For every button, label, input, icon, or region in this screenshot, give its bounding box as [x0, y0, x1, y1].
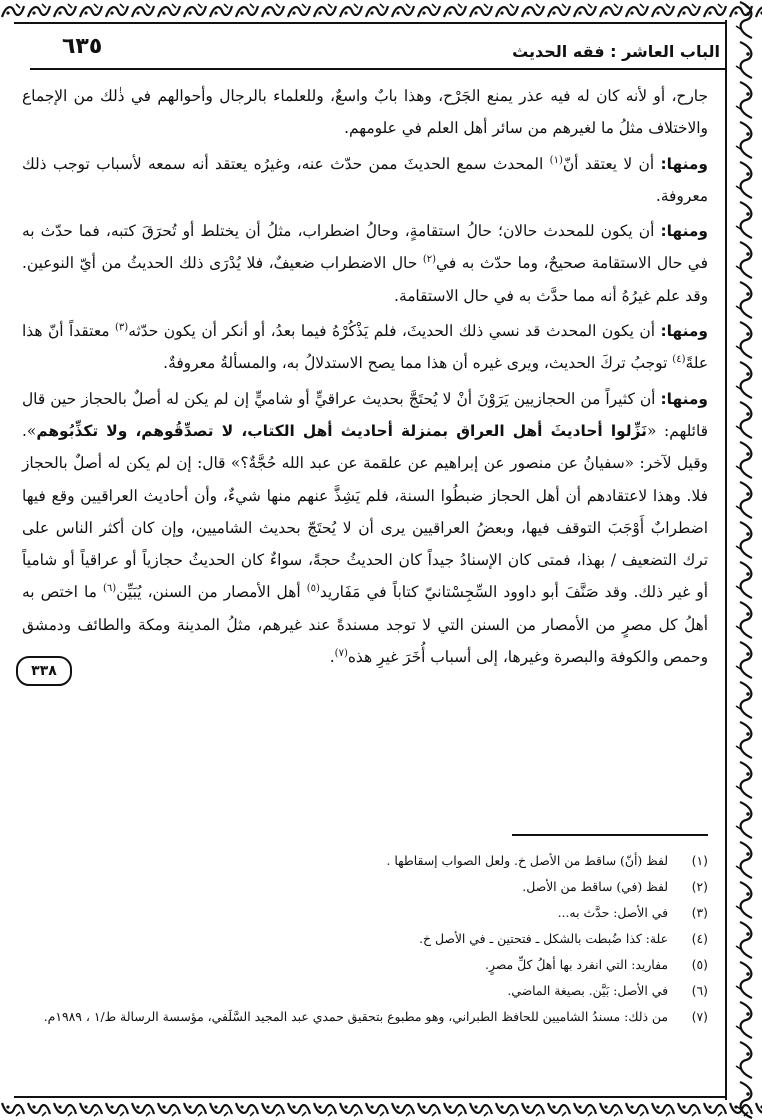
paragraph-text: حال الاضطراب ضعيفٌ، فلا يُدْرَى ذلك الحديثُ من أيّ النوعين. وقد علم غيرُهُ أنه مما حدَّث به في حال الاستقامة. [22, 254, 708, 305]
footnote-2 [40, 874, 708, 900]
bold-quotation: نَزِّلوا أحاديثَ أهل العراق بمنزلة أحاديث أهل الكتاب، لا تصدِّقُوهم، ولا تكذِّبُوهم [36, 421, 647, 440]
footnote-ref[interactable]: (٧) [334, 647, 348, 659]
footnote-text: لفظ (أنّ) ساقط من الأصل خ. ولعل الصواب إسقاطها . [386, 853, 668, 868]
footnote-number: (١) [691, 853, 708, 868]
footnote-ref[interactable]: (٣) [115, 321, 129, 333]
chapter-title: الباب العاشر : فقه الحديث [512, 42, 720, 61]
frame-inner-bottom-line [14, 1096, 726, 1098]
footnote-number: (٤) [691, 931, 708, 946]
footnote-7 [40, 1004, 708, 1030]
footnote-1 [40, 848, 708, 874]
paragraph-lead: ومنها: [660, 322, 708, 341]
footnote-3 [40, 900, 708, 926]
header-underline [30, 68, 726, 70]
footnote-ref[interactable]: (٦) [103, 583, 117, 595]
footnote-number: (٢) [691, 879, 708, 894]
footnote-text: علة: كذا ضُبطت بالشكل ـ فتحتين ـ في الأصل خ. [419, 931, 668, 946]
footnote-4 [40, 926, 708, 952]
frame-inner-right-line [725, 20, 727, 1100]
footnote-text: من ذلك: مسندُ الشاميين للحافظ الطبراني، وهو مطبوع بتحقيق حمدي عبد المجيد السَّلَفي، مؤسسة الرسالة ط/١ ، ١٩٨٩م. [43, 1009, 668, 1024]
footnote-text: مفاريد: التي انفرد بها أهلُ كلِّ مصرٍ. [485, 957, 668, 972]
paragraph-4 [22, 315, 708, 380]
paragraph-text: أن لا يعتقد أنّ [562, 154, 655, 173]
paragraph-5 [22, 383, 708, 674]
footnote-number: (٣) [691, 905, 708, 920]
footnote-number: (٧) [691, 1009, 708, 1024]
original-page-marker: ٣٣٨ [16, 656, 72, 686]
paragraph-text: ». وقيل لآخر: «سفيانُ عن منصور عن إبراهيم عن علقمة عن عبد الله حُجَّةٌ؟» قال: إن لم يكن له أصلٌ بالحجاز فلا. وهذا لاعتقادهم أن أهل الحجاز ضبطُوا السنة، فلم يَشِذَّ عنهم منها شيءٌ، وأن أحاديث العراقيين وقع فيها اضطرابٌ أَوْجَبَ التوقف فيها، وبعضُ العراقيين يرى أن لا يُحتَجّ بحديث الشاميين، وإن كان أكثر الناس على ترك التضعيف / بهذا، فمتى كان الإسنادُ جيداً كان الحديثُ حجةً، سواءٌ كان الحديثُ حجازياً أو عراقياً أو شامياً أو غير ذلك. وقد صَنَّفَ أبو داوود السِّجِسْتانيّ كتاباً في مَفَاريد [22, 421, 708, 602]
paragraph-text: أن يكون للمحدث حالان؛ حالُ استقامةٍ، وحالُ اضطراب، مثلُ أن يختلط أو تُحرَقَ كتبه، فما حدّث به في حال الاستقامة صحيحٌ، وما حدّث به في [22, 222, 708, 273]
paragraph-text: أهل الأمصار من السنن، يُبَيِّن [116, 583, 301, 602]
paragraph-text: أن كثيراً من الحجازيين يَرَوْنَ أنْ لا يُحتَجَّ بحديث عراقيٍّ أو شاميٍّ إن لم يكن له أصلٌ بالحجاز حين قال قائلهم: « [22, 389, 708, 440]
footnote-text: لفظ (في) ساقط من الأصل. [522, 879, 668, 894]
footnote-6 [40, 978, 708, 1004]
paragraph-text: أن يكون المحدث قد نسي ذلك الحديثَ، فلم يَذْكُرْهُ فيما بعدُ، أو أنكر أن يكون حدّثه [128, 322, 655, 341]
footnote-ref[interactable]: (١) [549, 154, 563, 166]
paragraph-text: . [329, 648, 335, 667]
paragraph-lead: ومنها: [660, 389, 708, 408]
paragraph-text: معتقداً أنّ هذا علةً [22, 322, 708, 373]
footnote-number: (٥) [691, 957, 708, 972]
footnote-ref[interactable]: (٥) [306, 583, 320, 595]
paragraph-2 [22, 148, 708, 213]
paragraph-3 [22, 215, 708, 312]
paragraph-1: جارح، أو لأنه كان له فيه عذر يمنع الجَرْح، وهذا بابٌ واسعٌ، وللعلماء بالرجال وأحوالهم في ذٰلك من الإجماع والاختلاف مثلُ ما لغيرهم من سائر أهل العلم في علومهم. [22, 87, 708, 138]
paragraph-text: توجبُ تركَ الحديث، ويرى غيره أن هذا مما يصح الاستدلالُ به، والمسألةُ معروفةٌ. [163, 354, 668, 373]
footnote-separator [512, 834, 708, 836]
footnote-text: في الأصل: بَيَّن. بصيغة الماضي. [507, 983, 668, 998]
bottom-ornament-border [0, 1098, 762, 1120]
footnote-ref[interactable]: (٤) [672, 354, 686, 366]
page-number: ٦٣٥ [62, 34, 103, 59]
top-ornament-border [0, 0, 762, 22]
footnote-text: في الأصل: حدَّث به... [557, 905, 668, 920]
footnote-5 [40, 952, 708, 978]
footnote-number: (٦) [691, 983, 708, 998]
main-text [22, 80, 708, 673]
paragraph-text: ما اختص به أهلُ كل مصرٍ من الأمصار من السنن التي لا توجد مسندةً عند غيرهم، مثلُ المدينة ومكة والطائف ودمشق وحمص والكوفة والبصرة وغيرها، إلى أسباب أُخَرَ غيرِ هذه [22, 583, 708, 667]
right-ornament-border [728, 0, 762, 1120]
paragraph-lead: ومنها: [660, 222, 708, 241]
running-header [30, 26, 726, 70]
footnote-ref[interactable]: (٢) [422, 254, 437, 266]
paragraph-text: المحدث سمع الحديثَ ممن حدّث عنه، وغيرُه يعتقد أنه سمعه لأسباب توجب ذلك معروفة. [22, 154, 708, 205]
paragraph-lead: ومنها: [660, 154, 709, 173]
footnotes [40, 848, 708, 1030]
frame-inner-top-line [14, 22, 726, 24]
